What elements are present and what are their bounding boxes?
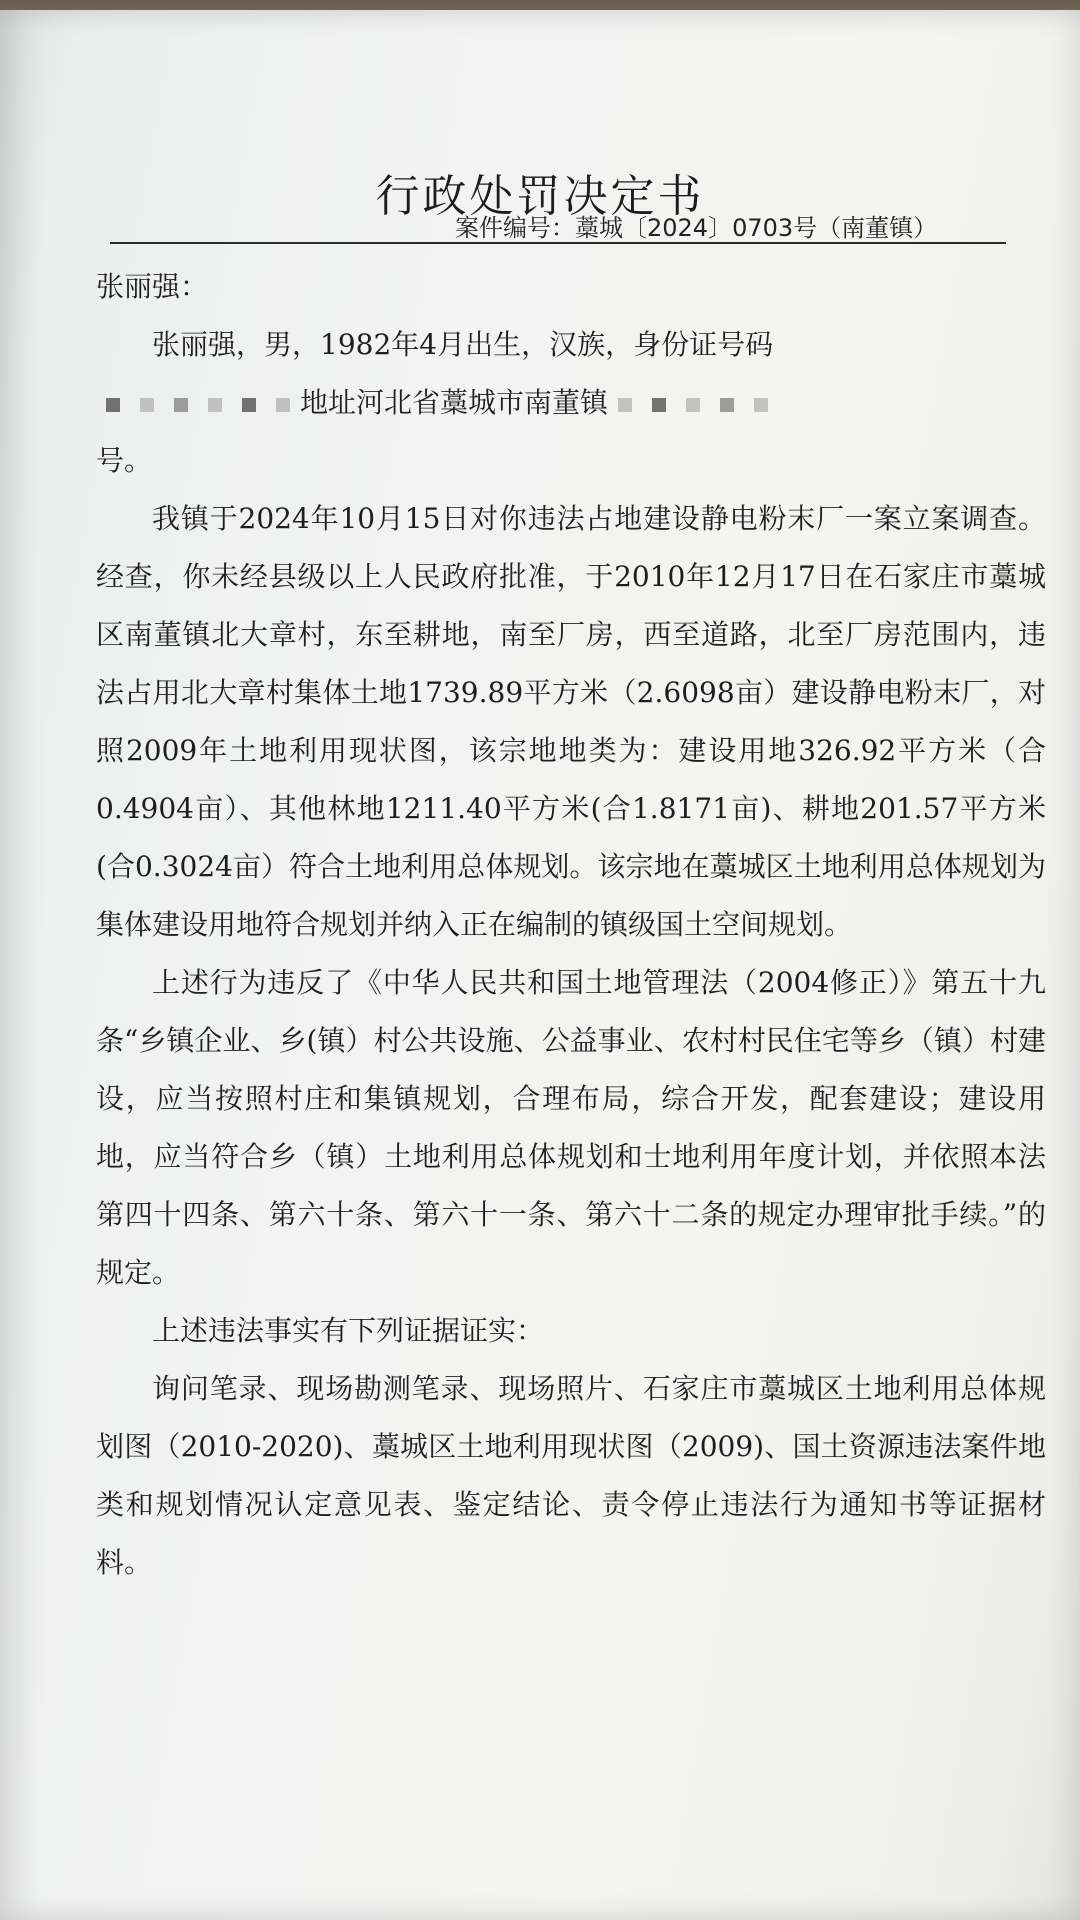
salutation: 张丽强： [96, 270, 209, 303]
redaction-mark [174, 398, 188, 412]
paragraph-facts: 我镇于2024年10月15日对你违法占地建设静电粉末厂一案立案调查。经查，你未经县级以上人民政府批准，于2010年12月17日在石家庄市藁城区南董镇北大章村，东至耕地，南至厂房，西至道路，北至厂房范围内，违法占用北大章村集体土地1739.89平方米（2.6098亩）建设静电粉末厂，对照2009年土地利用现状图，该宗地地类为：建设用地326.92平方米（合0.4904亩）、其他林地1211.40平方米(合1.8171亩)、耕地201.57平方米(合0.3024亩）符合土地利用总体规划。该宗地在藁城区土地利用总体规划为集体建设用地符合规划并纳入正在编制的镇级国土空间规划。 [96, 502, 1046, 941]
redaction-mark [208, 398, 222, 412]
redaction-mark [618, 398, 632, 412]
address-prefix: 地址河北省藁城市南董镇 [300, 386, 609, 419]
redaction-mark [140, 398, 154, 412]
address-suffix: 号。 [96, 444, 153, 477]
document-body [96, 258, 1046, 1592]
paragraph-law: 上述行为违反了《中华人民共和国土地管理法（2004修正）》第五十九条“乡镇企业、乡(镇）村公共设施、公益事业、农村村民住宅等乡（镇）村建设，应当按照村庄和集镇规划，合理布局，综合开发，配套建设；建设用地，应当符合乡（镇）土地利用总体规划和士地利用年度计划，并依照本法第四十四条、第六十条、第六十一条、第六十二条的规定办理审批手续。”的规定。 [96, 966, 1046, 1289]
redaction-mark [106, 398, 120, 412]
evidence-heading: 上述违法事实有下列证据证实： [152, 1314, 545, 1347]
case-number: 案件编号：藁城〔2024〕0703号（南董镇） [455, 214, 938, 242]
person-intro: 张丽强，男，1982年4月出生，汉族，身份证号码 [152, 328, 774, 361]
header-rule [110, 242, 1006, 244]
redaction-mark [242, 398, 256, 412]
redaction-mark [754, 398, 768, 412]
redaction-mark [276, 398, 290, 412]
address-line [96, 374, 1046, 432]
document-title: 行政处罚决定书 [375, 171, 705, 222]
redaction-mark [686, 398, 700, 412]
paper-sheet [0, 10, 1080, 1920]
redaction-mark [720, 398, 734, 412]
redaction-mark [652, 398, 666, 412]
evidence-list: 询问笔录、现场勘测笔录、现场照片、石家庄市藁城区土地利用总体规划图（2010-2020)、藁城区土地利用现状图（2009)、国土资源违法案件地类和规划情况认定意见表、鉴定结论、责令停止违法行为通知书等证据材料。 [96, 1372, 1046, 1579]
